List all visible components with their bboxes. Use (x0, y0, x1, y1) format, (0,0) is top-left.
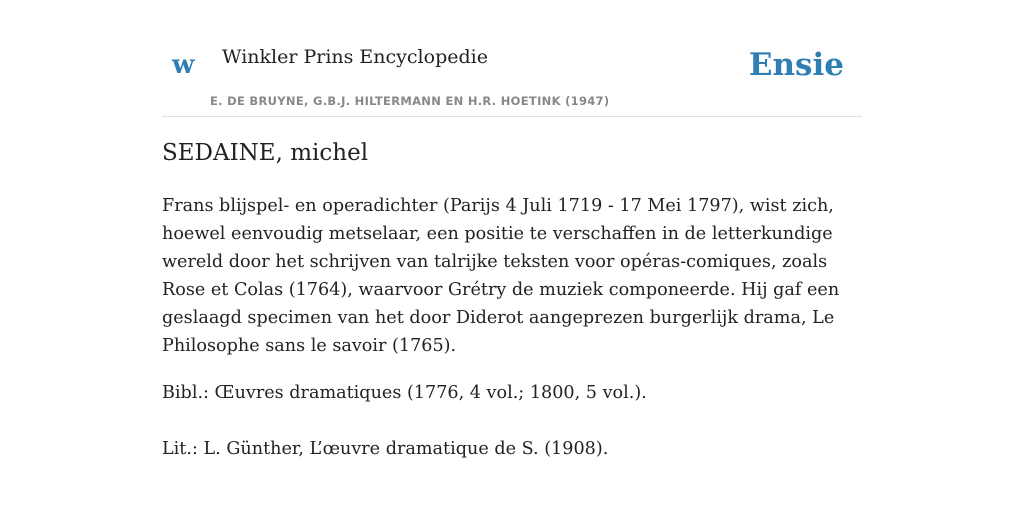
entry-bibliography: Bibl.: Œuvres dramatiques (1776, 4 vol.; 1800, 5 vol.). (162, 383, 647, 403)
entry-body: Frans blijspel- en operadichter (Parijs 4 Juli 1719 - 17 Mei 1797), wist zich, hoewel eenvoudig metselaar, een positie te verschaffen in de letterkundige wereld door het schrijven van talrijke teksten voor opéras-comiques, zoals Rose et Colas (1764), waarvoor Grétry de muziek componeerde. Hij gaf een geslaagd specimen van het door Diderot aangeprezen burgerlijk drama, Le Philosophe sans le savoir (1765). (162, 196, 840, 356)
winkler-prins-logo[interactable]: w (172, 50, 195, 80)
entry-title: SEDAINE, michel (162, 140, 369, 166)
source-header (162, 38, 862, 117)
source-title[interactable]: Winkler Prins Encyclopedie (222, 46, 488, 68)
entry-literature: Lit.: L. Günther, L’œuvre dramatique de S. (1908). (162, 439, 609, 459)
ensie-logo[interactable]: Ensie (748, 47, 844, 83)
source-authors: E. DE BRUYNE, G.B.J. HILTERMANN EN H.R. HOETINK (1947) (210, 94, 610, 108)
